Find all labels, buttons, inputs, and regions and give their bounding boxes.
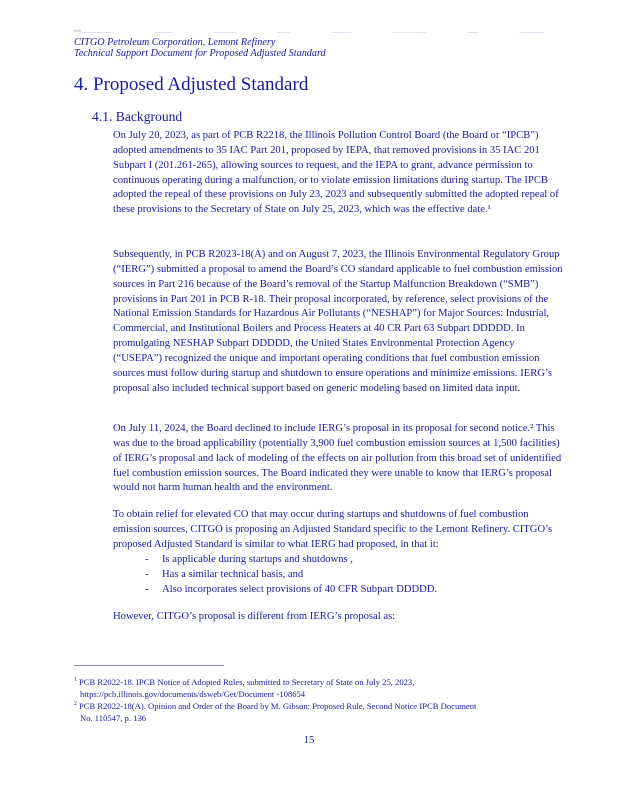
footnote-divider — [74, 665, 224, 666]
bullet-marker: - — [145, 583, 149, 595]
list-item — [145, 553, 565, 568]
list-item — [145, 583, 565, 598]
footnote-text: PCB R2022-18. IPCB Notice of Adopted Rules, submitted to Secretary of State on July 25, 2023, — [79, 677, 415, 687]
list-item-text: Also incorporates select provisions of 40 CFR Subpart DDDDD. — [162, 583, 438, 595]
list-item — [145, 568, 565, 583]
footnote-2 — [74, 701, 554, 724]
paragraph-background-3 — [113, 422, 563, 496]
header-strip-item: (ref) ______________ — [74, 28, 114, 33]
section-heading: 4. Proposed Adjusted Standard — [74, 74, 309, 95]
paragraph-text: To obtain relief for elevated CO that may occur during startups and shutdowns of fuel combustion emission sources, CITGO is proposing an Adjusted Standard specific to the Lemont Refinery. CITGO’s proposed Adjusted Standard is similar to what IERG had proposed, in that it: — [113, 509, 553, 550]
bullet-marker: - — [145, 568, 149, 580]
header-strip-item: _________ — [331, 28, 352, 33]
paragraph-background-2 — [113, 248, 563, 396]
header-metadata-strip — [74, 28, 544, 36]
paragraph-text: On July 20, 2023, as part of PCB R2218, the Illinois Pollution Control Board (the Board or “IPCB”) adopted amendments to 35 IAC Part 201, proposed by IEPA, that removed provisions in 35 IAC 201 Subpart I (201.261-265), allowing sources to request, and the IEPA to grant, advance permission to continuous operating during a malfunction, or to violate emission limitations during startup. The IPCB adopted the repeal of these provisions on July 23, 2023 and subsequently submitted the adopted repeal of these provisions to the Secretary of State on July 25, 2023, which was the effective date.¹ — [113, 130, 559, 216]
footnote-marker: 2 — [74, 701, 77, 708]
closing-paragraph — [113, 610, 563, 625]
header-strip-item: _____ — [467, 28, 479, 33]
paragraph-background-4 — [113, 508, 563, 553]
header-strip-item: ________ — [154, 28, 173, 33]
paragraph-text: Subsequently, in PCB R2023-18(A) and on August 7, 2023, the Illinois Environmental Regulatory Group (“IERG”) submitted a proposal to amend the Board’s CO standard applicable to fuel combustion emission sources in Part 216 because of the Board’s removal of the Startup Malfunction Breakdown (“SMB”) provisions in Part 201 in PCB R-18. Their proposal incorporated, by reference, select provisions of the National Emission Standards for Hazardous Air Pollutants (“NESHAP”) for Major Sources: Industrial, Commercial, and Institutional Boilers and Process Heaters at 40 CR Part 63 Subpart DDDDD. In promulgating NESHAP Subpart DDDDD, the United States Environmental Protection Agency (“USEPA”) recognized the unique and important operating conditions that fuel combustion emission sources must follow during startup and shutdown to ensure operations and minimize emissions. IERG’s proposal also included technical support based on generic modeling based on limited data input. — [113, 249, 563, 394]
page-number: 15 — [303, 735, 315, 746]
running-header-document-title: Technical Support Document for Proposed Adjusted Standard — [74, 48, 326, 59]
footnote-marker: 1 — [74, 677, 77, 684]
header-strip-item: __________ — [213, 28, 236, 33]
running-header-company: CITGO Petroleum Corporation, Lemont Refinery — [74, 37, 276, 48]
paragraph-text: However, CITGO’s proposal is different from IERG’s proposal as: — [113, 611, 396, 622]
subsection-heading: 4.1. Background — [92, 109, 183, 124]
footnote-text-continued: No. 110547, p. 136 — [80, 712, 147, 723]
list-item-text: Is applicable during startups and shutdowns , — [162, 554, 353, 565]
paragraph-text: On July 11, 2024, the Board declined to include IERG’s proposal in its proposal for second notice.² This was due to the broad applicability (potentially 3,900 fuel combustion emission sources at 1,500 facilities) of IERG’s proposal and lack of modeling of the effects on air pollution from this broad set of unidentified fuel combustion emission sources. The Board indicated they were unable to know that IERG’s proposal would not harm human health and the environment. — [113, 423, 562, 494]
header-strip-item: ___________ — [519, 28, 544, 33]
adjusted-standard-features-list — [145, 553, 565, 598]
bullet-marker: - — [145, 554, 149, 565]
paragraph-background-1 — [113, 129, 563, 218]
footnote-text: PCB R2022-18(A). Opinion and Order of the Board by M. Gibson: Proposed Rule, Second Notice IPCB Document — [79, 701, 477, 711]
header-strip-item: ______ ___ _____ — [392, 28, 427, 33]
header-strip-item: ______ — [277, 28, 291, 33]
footnote-1 — [74, 677, 554, 700]
list-item-text: Has a similar technical basis, and — [162, 568, 304, 580]
footnote-link[interactable]: https://pcb.illinois.gov/documents/dsweb/Get/Document -108654 — [80, 688, 306, 699]
